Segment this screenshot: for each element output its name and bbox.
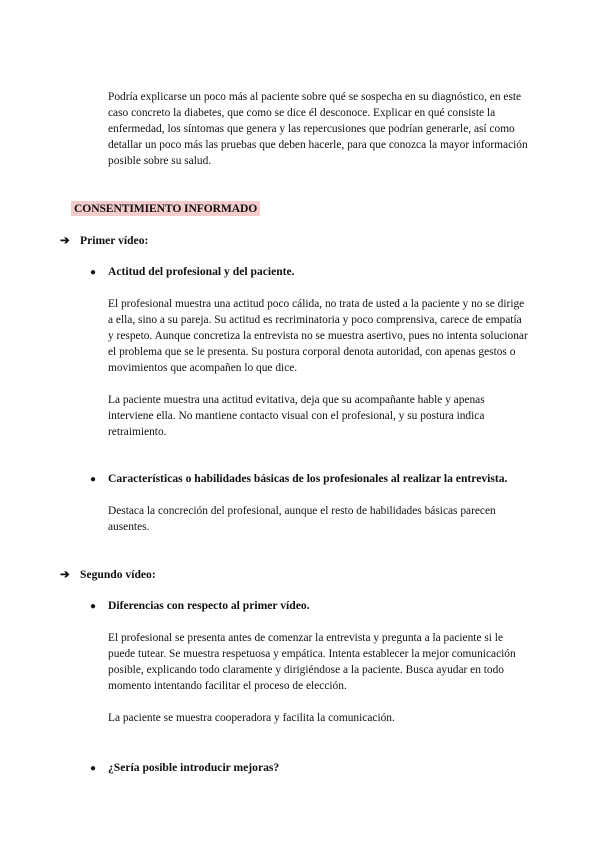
video1-heading bbox=[60, 233, 148, 249]
video1-bullet2 bbox=[90, 471, 507, 488]
video2-bullet2-title: ¿Sería posible introducir mejoras? bbox=[108, 761, 280, 774]
video2-bullet1-title: Diferencias con respecto al primer vídeo. bbox=[108, 599, 310, 612]
video2-heading bbox=[60, 567, 156, 583]
video1-bullet2-para1: Destaca la concreción del profesional, aunque el resto de habilidades básicas parecen ausentes. bbox=[108, 505, 496, 533]
video2-heading-text: Segundo vídeo: bbox=[80, 568, 156, 581]
bullet-icon: ● bbox=[90, 267, 97, 278]
bullet-icon: ● bbox=[90, 601, 97, 612]
video1-bullet1-title: Actitud del profesional y del paciente. bbox=[108, 265, 295, 278]
video2-bullet1-para2: La paciente se muestra cooperadora y facilita la comunicación. bbox=[108, 712, 395, 724]
bullet-icon: ● bbox=[90, 474, 97, 485]
section-title: CONSENTIMIENTO INFORMADO bbox=[71, 201, 260, 216]
arrow-right-icon: ➔ bbox=[60, 234, 70, 247]
bullet-icon: ● bbox=[90, 763, 97, 774]
video2-bullet2 bbox=[90, 760, 279, 777]
video2-bullet1-para1: El profesional se presenta antes de comenzar la entrevista y pregunta a la paciente si le puede tutear. Se muestra respetuosa y empática. Intenta establecer la mejor comunicación posible, explicando todo claramente y dirigiéndose a la paciente. Busca ayudar en todo momento intentando facilitar el proceso de elección. bbox=[108, 632, 516, 692]
video1-heading-text: Primer vídeo: bbox=[80, 234, 149, 247]
video1-bullet1-para2: La paciente muestra una actitud evitativa, deja que su acompañante hable y apenas interviene ella. No mantiene contacto visual con el profesional, y su postura indica retraimiento. bbox=[108, 394, 485, 438]
video1-bullet2-title: Características o habilidades básicas de los profesionales al realizar la entrevista. bbox=[108, 472, 508, 485]
video1-bullet1-para1: El profesional muestra una actitud poco cálida, no trata de usted a la paciente y no se dirige a ella, sino a su pareja. Su actitud es recriminatoria y poco comprensiva, carece de empatía y respeto. Aunque concretiza la entrevista no se muestra asertivo, pues no intenta solucionar el problema que se le presenta. Su postura corporal denota autoridad, con apenas gestos o movimientos que acompañen lo que dice. bbox=[108, 298, 528, 374]
video2-bullet1 bbox=[90, 598, 310, 615]
arrow-right-icon: ➔ bbox=[60, 568, 70, 581]
intro-paragraph: Podría explicarse un poco más al paciente sobre qué se sospecha en su diagnóstico, en este caso concreto la diabetes, que como se dice él desconoce. Explicar en qué consiste la enfermedad, los síntomas que genera y las repercusiones que podrían generarle, así como detallar un poco más las pruebas que deben hacerle, para que conozca la mayor información posible sobre su salud. bbox=[108, 91, 528, 167]
video1-bullet1 bbox=[90, 264, 295, 281]
